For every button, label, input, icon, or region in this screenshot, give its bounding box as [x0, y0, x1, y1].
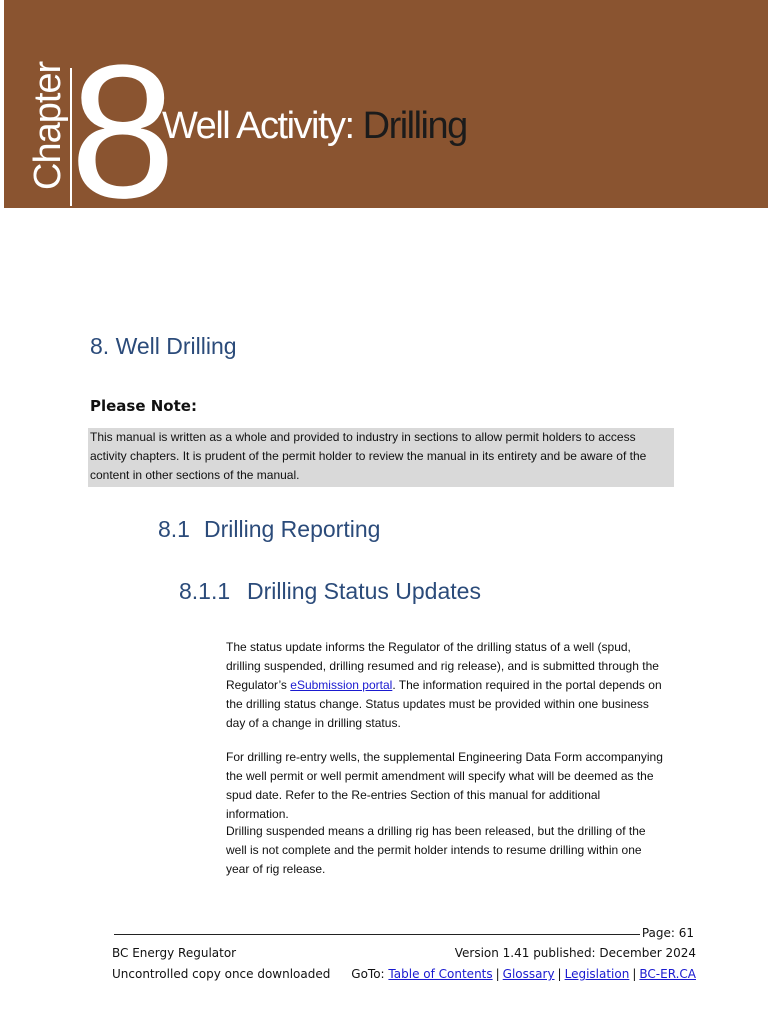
- link-separator: |: [632, 967, 637, 981]
- footer-divider: [114, 934, 640, 935]
- footer-org: BC Energy Regulator: [112, 946, 237, 960]
- chapter-title-prefix: Well Activity:: [162, 105, 363, 147]
- link-separator: |: [557, 967, 562, 981]
- page-number: Page: 61: [641, 926, 694, 940]
- footer-version: Version 1.41 published: December 2024: [454, 946, 696, 960]
- bc-er-website-link[interactable]: BC-ER.CA: [639, 967, 696, 981]
- subsubsection-number: 8.1.1: [179, 578, 231, 604]
- glossary-link[interactable]: Glossary: [502, 967, 555, 981]
- goto-label: GoTo:: [351, 967, 389, 981]
- subsubsection-heading: [179, 578, 481, 605]
- toc-link[interactable]: Table of Contents: [388, 967, 493, 981]
- subsection-number: 8.1: [158, 516, 190, 542]
- subsection-title: Drilling Reporting: [204, 516, 381, 542]
- link-separator: |: [495, 967, 500, 981]
- subsubsection-title: Drilling Status Updates: [247, 578, 481, 604]
- chapter-title-topic: Drilling: [362, 105, 467, 147]
- paragraph-text: The status update informs the Regulator of the drilling status of a well (spud, drilling suspended, drilling resumed and rig release), and is submitted through the Regulator’s: [226, 640, 659, 692]
- paragraph-text: . The information required in the portal depends on the drilling status change. Status updates must be provided within one business day of a change in drilling status.: [226, 678, 662, 730]
- chapter-number: 8: [70, 26, 168, 238]
- body-paragraph-3: Drilling suspended means a drilling rig has been released, but the drilling of the well is not complete and the permit holder intends to resume drilling within one year of rig release.: [226, 824, 646, 876]
- esubmission-portal-link[interactable]: eSubmission portal: [290, 678, 393, 692]
- note-box: This manual is written as a whole and provided to industry in sections to allow permit holders to access activity chapters. It is prudent of the permit holder to review the manual in its entirety and be aware of the content in other sections of the manual.: [88, 428, 674, 487]
- section-heading: 8. Well Drilling: [90, 333, 237, 359]
- subsection-heading: [158, 516, 380, 543]
- body-paragraph-2: For drilling re-entry wells, the supplemental Engineering Data Form accompanying the well permit or well permit amendment will specify what will be deemed as the spud date. Refer to the Re-entries Section of this manual for additional information.: [226, 750, 663, 821]
- chapter-title: [162, 102, 467, 150]
- chapter-label: Chapter: [27, 61, 69, 190]
- legislation-link[interactable]: Legislation: [564, 967, 630, 981]
- footer-goto: [351, 967, 696, 981]
- body-paragraph-1: [226, 638, 666, 733]
- footer-copy-notice: Uncontrolled copy once downloaded: [112, 967, 331, 981]
- note-label: Please Note:: [90, 397, 197, 415]
